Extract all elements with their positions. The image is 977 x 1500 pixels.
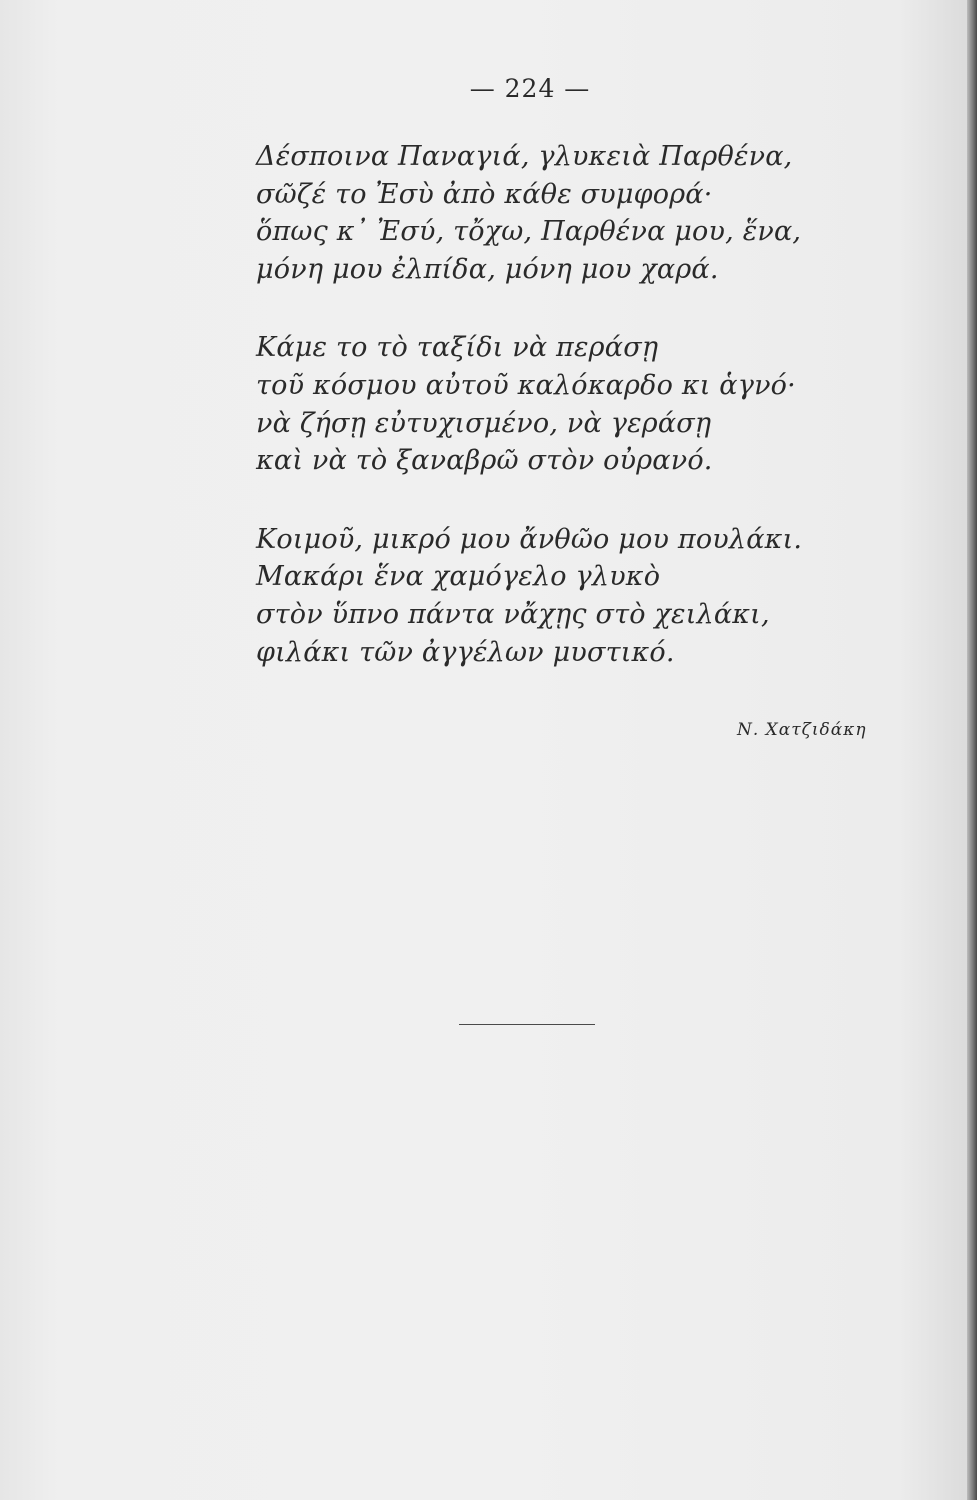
poem-line: ὅπως κ᾽ Ἐσύ, τὄχω, Παρθένα μου, ἕνα, (256, 216, 802, 248)
poem-line: τοῦ κόσμου αὐτοῦ καλόκαρδο κι ἁγνό· (256, 369, 796, 401)
poem-line: στὸν ὕπνο πάντα νἄχῃς στὸ χειλάκι, (256, 598, 770, 630)
page-edge-shadow (967, 0, 977, 1500)
author-signature: Ν. Χατζιδάκη (737, 720, 867, 740)
poem-line: φιλάκι τῶν ἀγγέλων μυστικό. (256, 636, 675, 668)
poem-line: νὰ ζήσῃ εὐτυχισμένο, νὰ γεράσῃ (256, 407, 712, 439)
section-divider (459, 1024, 595, 1025)
poem-line: σῶζέ το Ἐσὺ ἀπὸ κάθε συμφορά· (256, 178, 713, 210)
poem-line: Κοιμοῦ, μικρό μου ἄνθῶο μου πουλάκι. (256, 523, 803, 555)
poem-line: μόνη μου ἐλπίδα, μόνη μου χαρά. (256, 253, 719, 285)
page-number: — 224 — (469, 74, 591, 103)
poem-line: Κάμε το τὸ ταξίδι νὰ περάσῃ (256, 332, 659, 364)
poem (256, 138, 816, 712)
poem-line: καὶ νὰ τὸ ξαναβρῶ στὸν οὐρανό. (256, 445, 713, 477)
stanza-1 (256, 138, 816, 288)
poem-line: Μακάρι ἕνα χαμόγελο γλυκὸ (256, 561, 661, 593)
stanza-3 (256, 521, 816, 671)
stanza-2 (256, 329, 816, 479)
poem-line: Δέσποινα Παναγιά, γλυκειὰ Παρθένα, (256, 141, 793, 172)
